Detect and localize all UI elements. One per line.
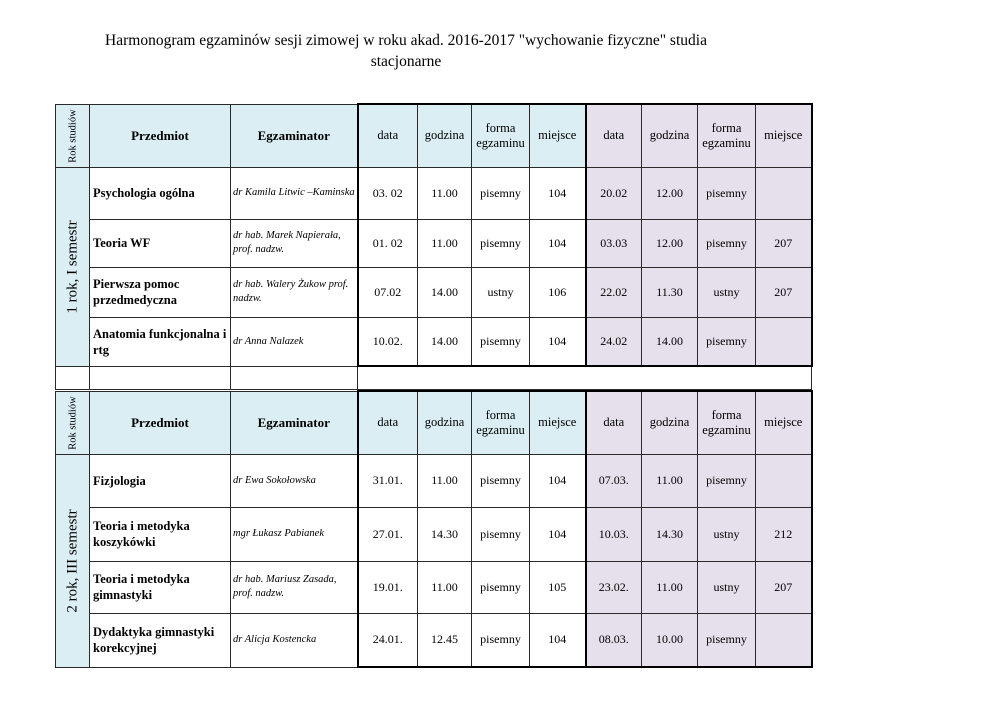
- form-1-cell: pisemny: [472, 454, 530, 507]
- room-1-cell: 106: [530, 267, 586, 317]
- exam-table-1: [55, 103, 813, 390]
- form-2-cell: ustny: [698, 561, 756, 613]
- room-1-cell: 104: [530, 507, 586, 561]
- year-semester-text: 2 rok, III semestr: [64, 508, 80, 613]
- room-2-cell: 212: [756, 507, 812, 561]
- time-1-cell: 14.00: [418, 267, 472, 317]
- examiner-cell: mgr Łukasz Pabianek: [231, 507, 358, 561]
- table-row: [56, 454, 812, 507]
- header-rok-studiow: [56, 391, 90, 454]
- examiner-cell: dr hab. Mariusz Zasada, prof. nadzw.: [231, 561, 358, 613]
- time-1-cell: 11.00: [418, 219, 472, 267]
- time-1-cell: 11.00: [418, 167, 472, 219]
- document-title: [0, 30, 812, 72]
- spacer-blank: [358, 366, 812, 389]
- header-godzina-1: godzina: [418, 391, 472, 454]
- exam-table-2: [55, 390, 813, 668]
- time-1-cell: 12.45: [418, 613, 472, 667]
- header-egzaminator: Egzaminator: [231, 391, 358, 454]
- examiner-cell: dr Anna Nalazek: [231, 317, 358, 366]
- form-1-cell: pisemny: [472, 613, 530, 667]
- table-row: [56, 507, 812, 561]
- header-miejsce-1: miejsce: [530, 104, 586, 167]
- table-row: [56, 317, 812, 366]
- subject-cell: Teoria i metodyka koszykówki: [90, 507, 231, 561]
- table-row: [56, 219, 812, 267]
- year-semester-text: 1 rok, I semestr: [64, 219, 80, 314]
- date-2-cell: 20.02: [586, 167, 642, 219]
- room-2-cell: 207: [756, 219, 812, 267]
- date-1-cell: 03. 02: [358, 167, 418, 219]
- header-miejsce-2: miejsce: [756, 104, 812, 167]
- room-1-cell: 104: [530, 317, 586, 366]
- year-semester-label: [56, 167, 90, 366]
- header-data-2: data: [586, 391, 642, 454]
- header-data-1: data: [358, 104, 418, 167]
- form-2-cell: pisemny: [698, 613, 756, 667]
- time-1-cell: 11.00: [418, 561, 472, 613]
- header-rok-studiow: [56, 104, 90, 167]
- table-row: [56, 561, 812, 613]
- date-1-cell: 31.01.: [358, 454, 418, 507]
- date-1-cell: 01. 02: [358, 219, 418, 267]
- header-przedmiot: Przedmiot: [90, 104, 231, 167]
- room-1-cell: 104: [530, 613, 586, 667]
- room-1-cell: 104: [530, 454, 586, 507]
- header-egzaminator: Egzaminator: [231, 104, 358, 167]
- room-2-cell: [756, 454, 812, 507]
- header-forma-2: forma egzaminu: [698, 391, 756, 454]
- header-miejsce-1: miejsce: [530, 391, 586, 454]
- examiner-cell: dr hab. Walery Żukow prof. nadzw.: [231, 267, 358, 317]
- spacer-cell: [231, 366, 358, 389]
- form-2-cell: ustny: [698, 507, 756, 561]
- subject-cell: Pierwsza pomoc przedmedyczna: [90, 267, 231, 317]
- date-1-cell: 07.02: [358, 267, 418, 317]
- examiner-cell: dr Ewa Sokołowska: [231, 454, 358, 507]
- header-godzina-2: godzina: [642, 104, 698, 167]
- header-forma-1: forma egzaminu: [472, 104, 530, 167]
- subject-cell: Fizjologia: [90, 454, 231, 507]
- form-2-cell: pisemny: [698, 167, 756, 219]
- header-data-2: data: [586, 104, 642, 167]
- examiner-cell: dr Alicja Kostencka: [231, 613, 358, 667]
- header-godzina-2: godzina: [642, 391, 698, 454]
- header-rok-label: Rok studiów: [67, 395, 78, 450]
- date-2-cell: 07.03.: [586, 454, 642, 507]
- time-2-cell: 14.00: [642, 317, 698, 366]
- subject-cell: Dydaktyka gimnastyki korekcyjnej: [90, 613, 231, 667]
- header-data-1: data: [358, 391, 418, 454]
- date-2-cell: 24.02: [586, 317, 642, 366]
- title-line-1: Harmonogram egzaminów sesji zimowej w roku akad. 2016-2017 "wychowanie fizyczne" studia: [105, 32, 707, 49]
- examiner-cell: dr Kamila Litwic –Kaminska: [231, 167, 358, 219]
- time-2-cell: 10.00: [642, 613, 698, 667]
- room-1-cell: 104: [530, 167, 586, 219]
- form-1-cell: pisemny: [472, 317, 530, 366]
- spacer-cell: [56, 366, 90, 389]
- form-1-cell: pisemny: [472, 167, 530, 219]
- header-forma-2: forma egzaminu: [698, 104, 756, 167]
- date-1-cell: 24.01.: [358, 613, 418, 667]
- header-forma-1: forma egzaminu: [472, 391, 530, 454]
- form-1-cell: ustny: [472, 267, 530, 317]
- form-1-cell: pisemny: [472, 219, 530, 267]
- form-2-cell: ustny: [698, 267, 756, 317]
- form-1-cell: pisemny: [472, 507, 530, 561]
- form-1-cell: pisemny: [472, 561, 530, 613]
- year-semester-label: [56, 454, 90, 667]
- form-2-cell: pisemny: [698, 317, 756, 366]
- date-1-cell: 10.02.: [358, 317, 418, 366]
- header-rok-label: Rok studiów: [67, 108, 78, 163]
- table-row: [56, 267, 812, 317]
- title-line-2: stacjonarne: [370, 53, 442, 70]
- date-2-cell: 03.03: [586, 219, 642, 267]
- form-2-cell: pisemny: [698, 454, 756, 507]
- date-1-cell: 19.01.: [358, 561, 418, 613]
- subject-cell: Teoria i metodyka gimnastyki: [90, 561, 231, 613]
- date-2-cell: 10.03.: [586, 507, 642, 561]
- header-przedmiot: Przedmiot: [90, 391, 231, 454]
- room-1-cell: 105: [530, 561, 586, 613]
- time-2-cell: 11.30: [642, 267, 698, 317]
- subject-cell: Teoria WF: [90, 219, 231, 267]
- room-2-cell: 207: [756, 267, 812, 317]
- subject-cell: Anatomia funkcjonalna i rtg: [90, 317, 231, 366]
- room-1-cell: 104: [530, 219, 586, 267]
- time-2-cell: 12.00: [642, 167, 698, 219]
- date-2-cell: 22.02: [586, 267, 642, 317]
- room-2-cell: [756, 613, 812, 667]
- time-2-cell: 14.30: [642, 507, 698, 561]
- time-2-cell: 12.00: [642, 219, 698, 267]
- header-miejsce-2: miejsce: [756, 391, 812, 454]
- time-1-cell: 11.00: [418, 454, 472, 507]
- table-header-row: [56, 104, 812, 167]
- table-header-row: [56, 391, 812, 454]
- table-row: [56, 613, 812, 667]
- time-2-cell: 11.00: [642, 561, 698, 613]
- examiner-cell: dr hab. Marek Napierała, prof. nadzw.: [231, 219, 358, 267]
- room-2-cell: 207: [756, 561, 812, 613]
- subject-cell: Psychologia ogólna: [90, 167, 231, 219]
- date-2-cell: 23.02.: [586, 561, 642, 613]
- form-2-cell: pisemny: [698, 219, 756, 267]
- time-2-cell: 11.00: [642, 454, 698, 507]
- time-1-cell: 14.30: [418, 507, 472, 561]
- room-2-cell: [756, 167, 812, 219]
- spacer-cell: [90, 366, 231, 389]
- date-2-cell: 08.03.: [586, 613, 642, 667]
- table-row: [56, 167, 812, 219]
- header-godzina-1: godzina: [418, 104, 472, 167]
- room-2-cell: [756, 317, 812, 366]
- spacer-row: [56, 366, 812, 389]
- time-1-cell: 14.00: [418, 317, 472, 366]
- date-1-cell: 27.01.: [358, 507, 418, 561]
